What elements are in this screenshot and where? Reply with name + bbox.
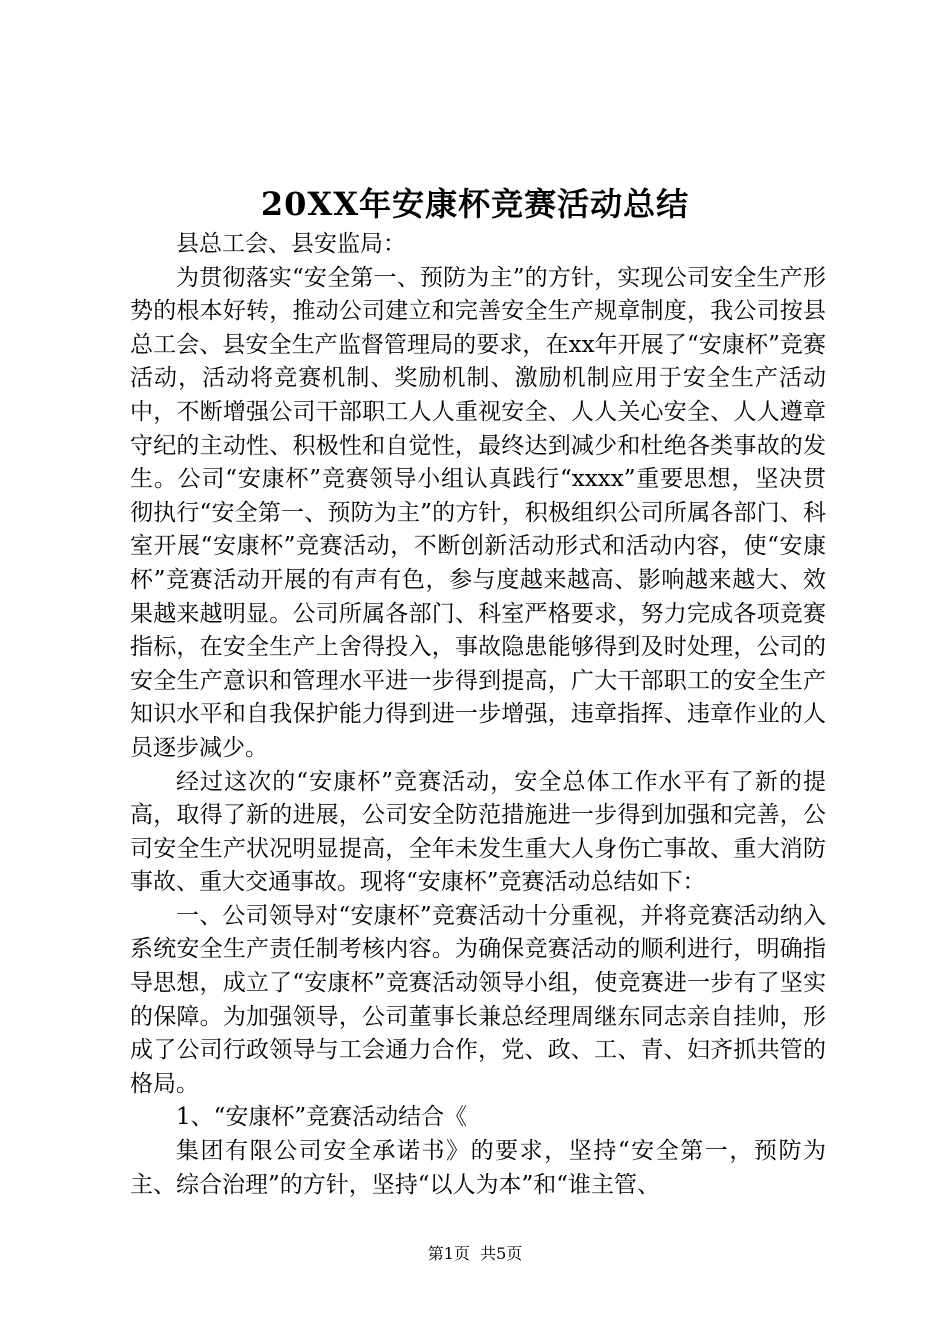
paragraph-3: 一、公司领导对“安康杯”竞赛活动十分重视，并将竞赛活动纳入系统安全生产责任制考核内容。为确保竞赛活动的顺利进行，明确指导思想，成立了“安康杯”竞赛活动领导小组，使竞赛进一步有了坚实的保障。为加强领导，公司董事长兼总经理周继东同志亲自挂帅，形成了公司行政领导与工会通力合作，党、政、工、青、妇齐抓共管的格局。	[130, 902, 826, 1097]
paragraph-4: 1、“安康杯”竞赛活动结合《	[176, 1104, 468, 1131]
paragraph-2: 经过这次的“安康杯”竞赛活动，安全总体工作水平有了新的提高，取得了新的进展，公司安全防范措施进一步得到加强和完善，公司安全生产状况明显提高，全年未发生重大人身伤亡事故、重大消防事故、重大交通事故。现将“安康杯”竞赛活动总结如下：	[130, 768, 826, 896]
page-total: 共5页	[480, 1244, 523, 1263]
page-footer	[0, 1243, 950, 1265]
salutation: 县总工会、县安监局：	[176, 231, 406, 257]
paragraph-1: 为贯彻落实“安全第一、预防为主”的方针，实现公司安全生产形势的根本好转，推动公司建立和完善安全生产规章制度，我公司按县总工会、县安全生产监督管理局的要求，在xx年开展了“安康杯”竞赛活动，活动将竞赛机制、奖励机制、激励机制应用于安全生产活动中，不断增强公司干部职工人人重视安全、人人关心安全、人人遵章守纪的主动性、积极性和自觉性，最终达到减少和杜绝各类事故的发生。公司“安康杯”竞赛领导小组认真践行“xxxx”重要思想，坚决贯彻执行“安全第一、预防为主”的方针，积极组织公司所属各部门、科室开展“安康杯”竞赛活动，不断创新活动形式和活动内容，使“安康杯”竞赛活动开展的有声有色，参与度越来越高、影响越来越大、效果越来越明显。公司所属各部门、科室严格要求，努力完成各项竞赛指标，在安全生产上舍得投入，事故隐患能够得到及时处理，公司的安全生产意识和管理水平进一步得到提高，广大干部职工的安全生产知识水平和自我保护能力得到进一步增强，违章指挥、违章作业的人员逐步减少。	[130, 264, 826, 761]
page-number: 第1页	[427, 1244, 470, 1263]
paragraph-5: 集团有限公司安全承诺书》的要求，坚持“安全第一，预防为主、综合治理”的方针，坚持“以人为本”和“谁主管、	[130, 1138, 826, 1198]
document-title: 20XX年安康杯竞赛活动总结	[260, 185, 690, 223]
document-body	[130, 228, 826, 1202]
